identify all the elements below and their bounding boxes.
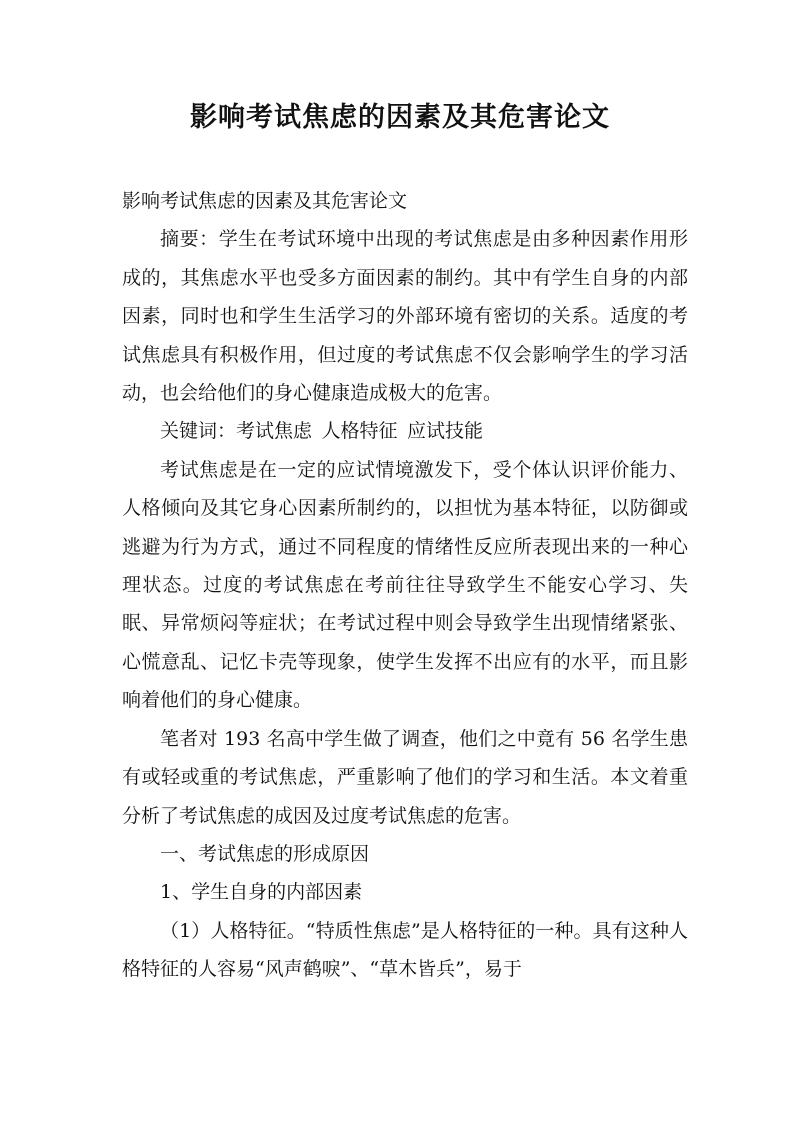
keywords-line <box>122 412 688 450</box>
document-body <box>122 182 688 989</box>
subsection-heading: 1、学生自身的内部因素 <box>160 881 363 904</box>
document-title: 影响考试焦虑的因素及其危害论文 <box>190 102 610 133</box>
body-paragraph: （1）人格特征。“特质性焦虑”是人格特征的一种。具有这种人格特征的人容易“风声鹤唳”、“草木皆兵”，易于 <box>122 919 688 981</box>
body-paragraph: 笔者对 193 名高中学生做了调查，他们之中竟有 56 名学生患有或轻或重的考试焦虑，严重影响了他们的学习和生活。本文着重分析了考试焦虑的成因及过度考试焦虑的危害。 <box>122 727 688 827</box>
keyword: 人格特征 <box>321 420 398 443</box>
keyword: 应试技能 <box>407 420 484 443</box>
section-heading: 一、考试焦虑的形成原因 <box>160 842 370 865</box>
body-paragraph: 考试焦虑是在一定的应试情境激发下，受个体认识评价能力、人格倾向及其它身心因素所制约的，以担忧为基本特征，以防御或逃避为行为方式，通过不同程度的情绪性反应所表现出来的一种心理状态。过度的考试焦虑在考前往往导致学生不能安心学习、失眠、异常烦闷等症状；在考试过程中则会导致学生出现情绪紧张、心慌意乱、记忆卡壳等现象，使学生发挥不出应有的水平，而且影响着他们的身心健康。 <box>122 458 688 712</box>
abstract-paragraph: 摘要：学生在考试环境中出现的考试焦虑是由多种因素作用形成的，其焦虑水平也受多方面因素的制约。其中有学生自身的内部因素，同时也和学生生活学习的外部环境有密切的关系。适度的考试焦虑具有积极作用，但过度的考试焦虑不仅会影响学生的学习活动，也会给他们的身心健康造成极大的危害。 <box>122 228 688 405</box>
keyword: 考试焦虑 <box>236 420 313 443</box>
keywords-label: 关键词： <box>160 420 237 443</box>
subtitle-line: 影响考试焦虑的因素及其危害论文 <box>122 190 408 212</box>
